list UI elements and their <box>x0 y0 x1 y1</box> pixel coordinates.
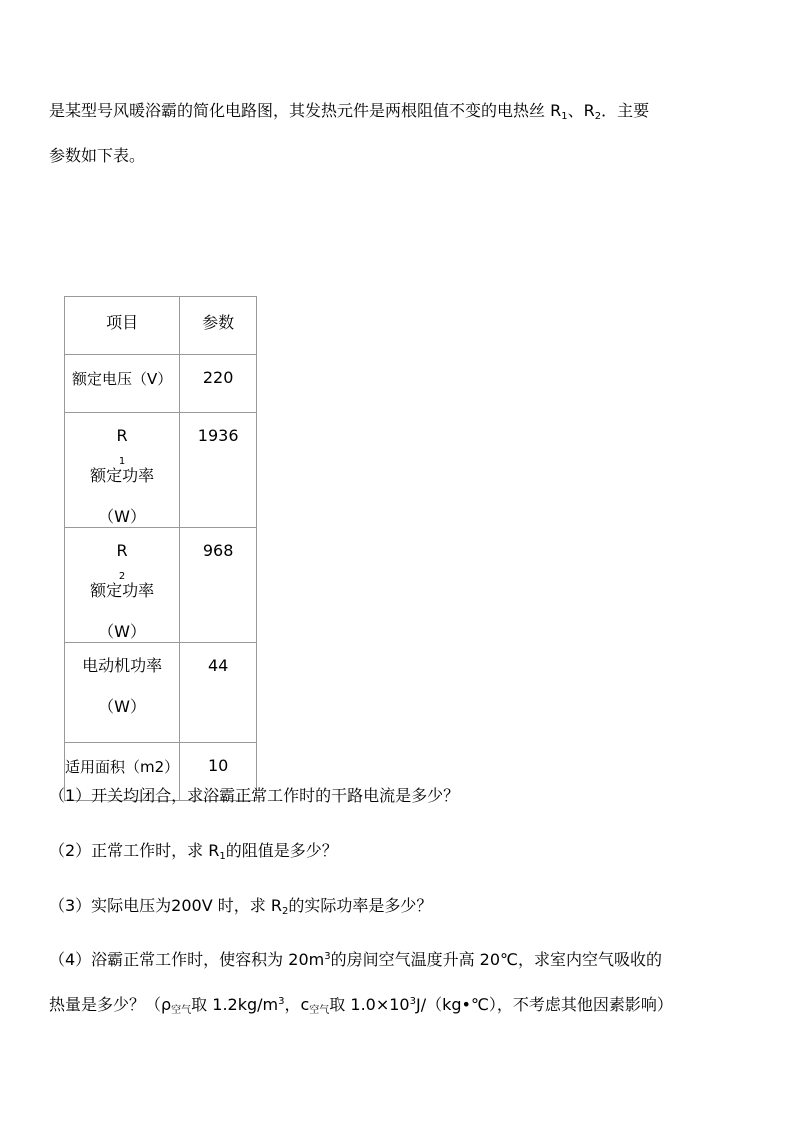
row-name-cell: 电动机功率 （W） <box>65 643 180 743</box>
row-name-cell: R $_2$ 额定功率 （W） <box>65 528 180 643</box>
row-name-cell: 额定电压（V） <box>65 355 180 413</box>
row-value-cell: 10 <box>180 743 257 801</box>
header-param-cell: 参数 <box>180 297 257 355</box>
parameters-table <box>64 296 257 801</box>
table-row <box>65 643 257 743</box>
row-value-cell: 1936 <box>180 413 257 528</box>
table-row <box>65 528 257 643</box>
row-name-cell: 适用面积（m2） <box>65 743 180 801</box>
table-row <box>65 413 257 528</box>
row-value-cell: 44 <box>180 643 257 743</box>
table-header-row <box>65 297 257 355</box>
question-4-line-2: 热量是多少？（$\rho_{空气}$取 $1.2kg/m^3$，$c_{空气}$取 $1.0\times 10^3J/(kg•℃)$，不考虑其他因素影响） <box>49 995 673 1016</box>
intro-line-2: 参数如下表。 <box>49 146 146 165</box>
question-3: （3）实际电压为200V 时，求 $R_2$的实际功率是多少？ <box>49 896 433 917</box>
row-value-cell: 968 <box>180 528 257 643</box>
question-2: （2）正常工作时，求 $R_1$的阻值是多少？ <box>49 841 338 862</box>
question-4-line-1: （4）浴霸正常工作时，使容积为 $20m^3$的房间空气温度升高 20℃，求室内空气吸收的 <box>49 950 663 969</box>
row-value-cell: 220 <box>180 355 257 413</box>
header-item-cell: 项目 <box>65 297 180 355</box>
question-1: （1）开关均闭合，求浴霸正常工作时的干路电流是多少？ <box>49 786 460 805</box>
intro-line-1: 是某型号风暖浴霸的简化电路图，其发热元件是两根阻值不变的电热丝 $R_1$、$R_2$．主要 <box>49 101 650 122</box>
table-row <box>65 355 257 413</box>
row-name-cell: R $_1$ 额定功率 （W） <box>65 413 180 528</box>
